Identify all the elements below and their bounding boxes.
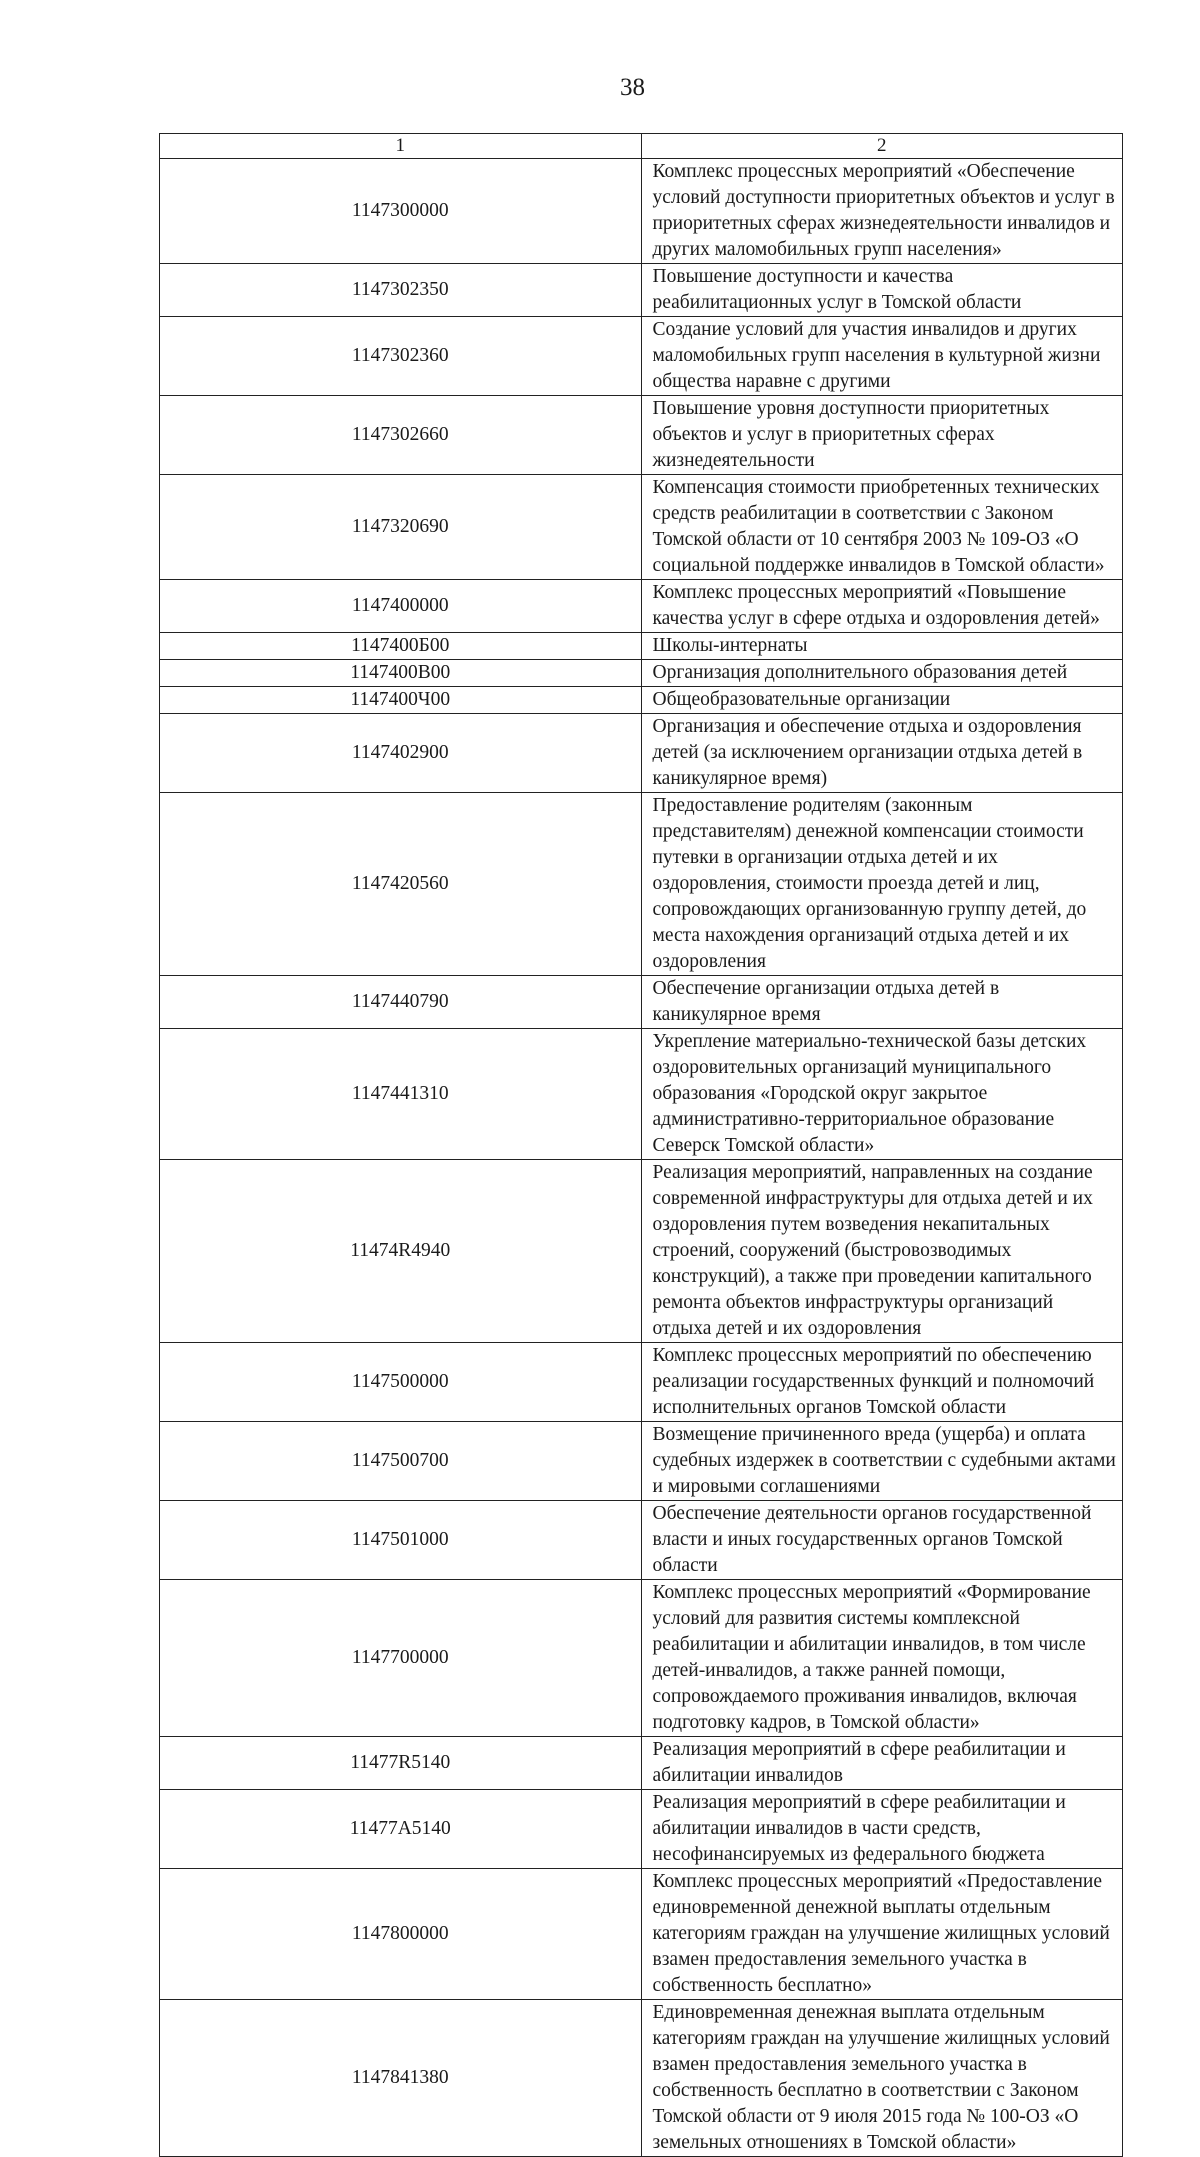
row-description: Предоставление родителям (законным представителям) денежной компенсации стоимости путевки в организации отдыха детей и их оздоровления, стоимости проезда детей и лиц, сопровождающих организованную группу детей, до места нахождения организаций отдыха детей и их оздоровления — [641, 793, 1123, 976]
row-code: 1147400Б00 — [160, 633, 642, 660]
row-description: Общеобразовательные организации — [641, 687, 1123, 714]
row-description: Комплекс процессных мероприятий по обеспечению реализации государственных функций и полномочий исполнительных органов Томской области — [641, 1343, 1123, 1422]
row-description: Школы-интернаты — [641, 633, 1123, 660]
row-code: 1147841380 — [160, 2000, 642, 2157]
row-code: 1147400Ч00 — [160, 687, 642, 714]
table-row — [160, 580, 1123, 633]
table-row — [160, 1869, 1123, 2000]
row-description: Компенсация стоимости приобретенных технических средств реабилитации в соответствии с Законом Томской области от 10 сентября 2003 № 109-ОЗ «О социальной поддержке инвалидов в Томской области» — [641, 475, 1123, 580]
row-description: Реализация мероприятий, направленных на создание современной инфраструктуры для отдыха детей и их оздоровления путем возведения некапитальных строений, сооружений (быстровозводимых конструкций), а также при проведении капитального ремонта объектов инфраструктуры организаций отдыха детей и их оздоровления — [641, 1160, 1123, 1343]
row-description: Укрепление материально-технической базы детских оздоровительных организаций муниципального образования «Городской округ закрытое административно-территориальное образование Северск Томской области» — [641, 1029, 1123, 1160]
row-description: Повышение доступности и качества реабилитационных услуг в Томской области — [641, 264, 1123, 317]
row-code: 1147500700 — [160, 1422, 642, 1501]
table-row — [160, 159, 1123, 264]
row-code: 1147402900 — [160, 714, 642, 793]
table-row — [160, 714, 1123, 793]
table-row — [160, 1029, 1123, 1160]
row-code: 1147320690 — [160, 475, 642, 580]
page-number: 38 — [620, 74, 645, 101]
row-code: 1147302350 — [160, 264, 642, 317]
row-description: Реализация мероприятий в сфере реабилитации и абилитации инвалидов — [641, 1737, 1123, 1790]
column-header-description: 2 — [641, 134, 1123, 159]
row-code: 1147500000 — [160, 1343, 642, 1422]
row-description: Организация дополнительного образования детей — [641, 660, 1123, 687]
table-row — [160, 633, 1123, 660]
table-row — [160, 687, 1123, 714]
row-code: 1147302660 — [160, 396, 642, 475]
budget-code-table — [159, 133, 1123, 2157]
row-code: 11474R4940 — [160, 1160, 642, 1343]
row-code: 1147420560 — [160, 793, 642, 976]
table-row — [160, 976, 1123, 1029]
row-code: 1147800000 — [160, 1869, 642, 2000]
table-row — [160, 2000, 1123, 2157]
table-row — [160, 1737, 1123, 1790]
row-code: 11477А5140 — [160, 1790, 642, 1869]
table-row — [160, 793, 1123, 976]
table-header-row — [160, 134, 1123, 159]
row-description: Создание условий для участия инвалидов и других маломобильных групп населения в культурной жизни общества наравне с другими — [641, 317, 1123, 396]
row-code: 1147700000 — [160, 1580, 642, 1737]
table-row — [160, 317, 1123, 396]
table-row — [160, 1422, 1123, 1501]
row-code: 1147400В00 — [160, 660, 642, 687]
row-code: 11477R5140 — [160, 1737, 642, 1790]
row-description: Комплекс процессных мероприятий «Обеспечение условий доступности приоритетных объектов и услуг в приоритетных сферах жизнедеятельности инвалидов и других маломобильных групп населения» — [641, 159, 1123, 264]
row-code: 1147300000 — [160, 159, 642, 264]
row-description: Комплекс процессных мероприятий «Предоставление единовременной денежной выплаты отдельным категориям граждан на улучшение жилищных условий взамен предоставления земельного участка в собственность бесплатно» — [641, 1869, 1123, 2000]
row-code: 1147441310 — [160, 1029, 642, 1160]
table-row — [160, 660, 1123, 687]
row-description: Единовременная денежная выплата отдельным категориям граждан на улучшение жилищных условий взамен предоставления земельного участка в собственность бесплатно в соответствии с Законом Томской области от 9 июля 2015 года № 100-ОЗ «О земельных отношениях в Томской области» — [641, 2000, 1123, 2157]
row-description: Организация и обеспечение отдыха и оздоровления детей (за исключением организации отдыха детей в каникулярное время) — [641, 714, 1123, 793]
row-description: Повышение уровня доступности приоритетных объектов и услуг в приоритетных сферах жизнедеятельности — [641, 396, 1123, 475]
table-row — [160, 1343, 1123, 1422]
row-description: Обеспечение деятельности органов государственной власти и иных государственных органов Томской области — [641, 1501, 1123, 1580]
row-code: 1147501000 — [160, 1501, 642, 1580]
table-row — [160, 1160, 1123, 1343]
table-row — [160, 1501, 1123, 1580]
row-code: 1147302360 — [160, 317, 642, 396]
row-code: 1147400000 — [160, 580, 642, 633]
table-row — [160, 1580, 1123, 1737]
table-row — [160, 475, 1123, 580]
table-row — [160, 264, 1123, 317]
row-description: Реализация мероприятий в сфере реабилитации и абилитации инвалидов в части средств, несофинансируемых из федерального бюджета — [641, 1790, 1123, 1869]
table-row — [160, 1790, 1123, 1869]
row-description: Комплекс процессных мероприятий «Повышение качества услуг в сфере отдыха и оздоровления детей» — [641, 580, 1123, 633]
row-description: Обеспечение организации отдыха детей в каникулярное время — [641, 976, 1123, 1029]
table-row — [160, 396, 1123, 475]
row-description: Комплекс процессных мероприятий «Формирование условий для развития системы комплексной реабилитации и абилитации инвалидов, в том числе детей-инвалидов, а также ранней помощи, сопровождаемого проживания инвалидов, включая подготовку кадров, в Томской области» — [641, 1580, 1123, 1737]
row-description: Возмещение причиненного вреда (ущерба) и оплата судебных издержек в соответствии с судебными актами и мировыми соглашениями — [641, 1422, 1123, 1501]
row-code: 1147440790 — [160, 976, 642, 1029]
column-header-code: 1 — [160, 134, 642, 159]
